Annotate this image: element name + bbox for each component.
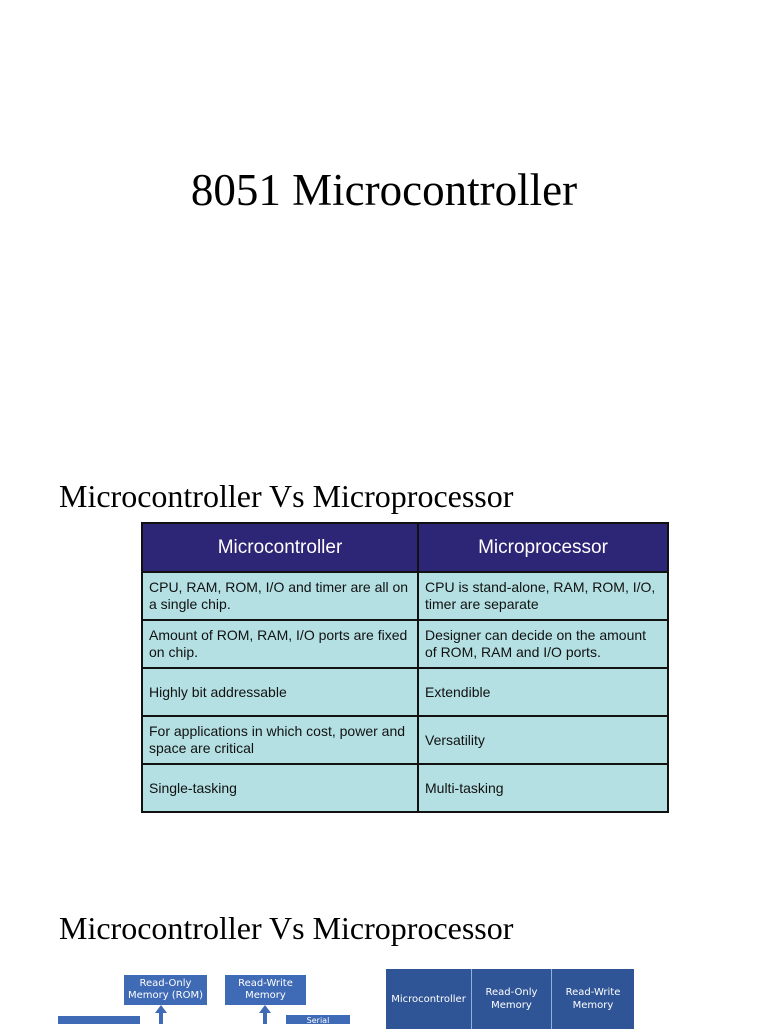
rom-box: Read-Only Memory (ROM) bbox=[124, 975, 207, 1005]
comparison-table bbox=[141, 522, 669, 813]
column-header-microprocessor: Microprocessor bbox=[418, 523, 668, 572]
table-row bbox=[142, 764, 668, 812]
arrow-shaft bbox=[263, 1013, 267, 1024]
section-heading: Microcontroller Vs Microprocessor bbox=[59, 910, 514, 946]
ram-box: Read-Write Memory bbox=[225, 975, 306, 1005]
table-cell: Versatility bbox=[418, 716, 668, 764]
table-row bbox=[142, 716, 668, 764]
table-row bbox=[142, 620, 668, 668]
serial-box: Serial bbox=[286, 1015, 350, 1024]
table-header-cell: Read-Write Memory bbox=[565, 987, 621, 1011]
table-cell: Amount of ROM, RAM, I/O ports are fixed on chip. bbox=[142, 620, 418, 668]
table-header-cell: Microcontroller bbox=[386, 969, 472, 1029]
table-cell: Multi-tasking bbox=[418, 764, 668, 812]
table-row bbox=[142, 668, 668, 716]
table-cell: CPU, RAM, ROM, I/O and timer are all on a single chip. bbox=[142, 572, 418, 620]
section-heading: Microcontroller Vs Microprocessor bbox=[59, 478, 514, 514]
table-header-cell: Read-Only Memory bbox=[472, 969, 552, 1029]
table-header-row bbox=[142, 523, 668, 572]
table-cell: Highly bit addressable bbox=[142, 668, 418, 716]
table-cell: Designer can decide on the amount of ROM, RAM and I/O ports. bbox=[418, 620, 668, 668]
arrow-up-icon bbox=[259, 1005, 271, 1013]
table-cell: CPU is stand-alone, RAM, ROM, I/O, timer are separate bbox=[418, 572, 668, 620]
cpu-box bbox=[58, 1016, 140, 1024]
slide-title: 8051 Microcontroller bbox=[190, 165, 578, 215]
table-cell: Single-tasking bbox=[142, 764, 418, 812]
arrow-shaft bbox=[159, 1013, 163, 1024]
column-header-microcontroller: Microcontroller bbox=[142, 523, 418, 572]
arrow-up-icon bbox=[155, 1005, 167, 1013]
partial-comparison-table bbox=[386, 969, 634, 1029]
table-row bbox=[142, 572, 668, 620]
table-cell: For applications in which cost, power and space are critical bbox=[142, 716, 418, 764]
table-cell: Extendible bbox=[418, 668, 668, 716]
